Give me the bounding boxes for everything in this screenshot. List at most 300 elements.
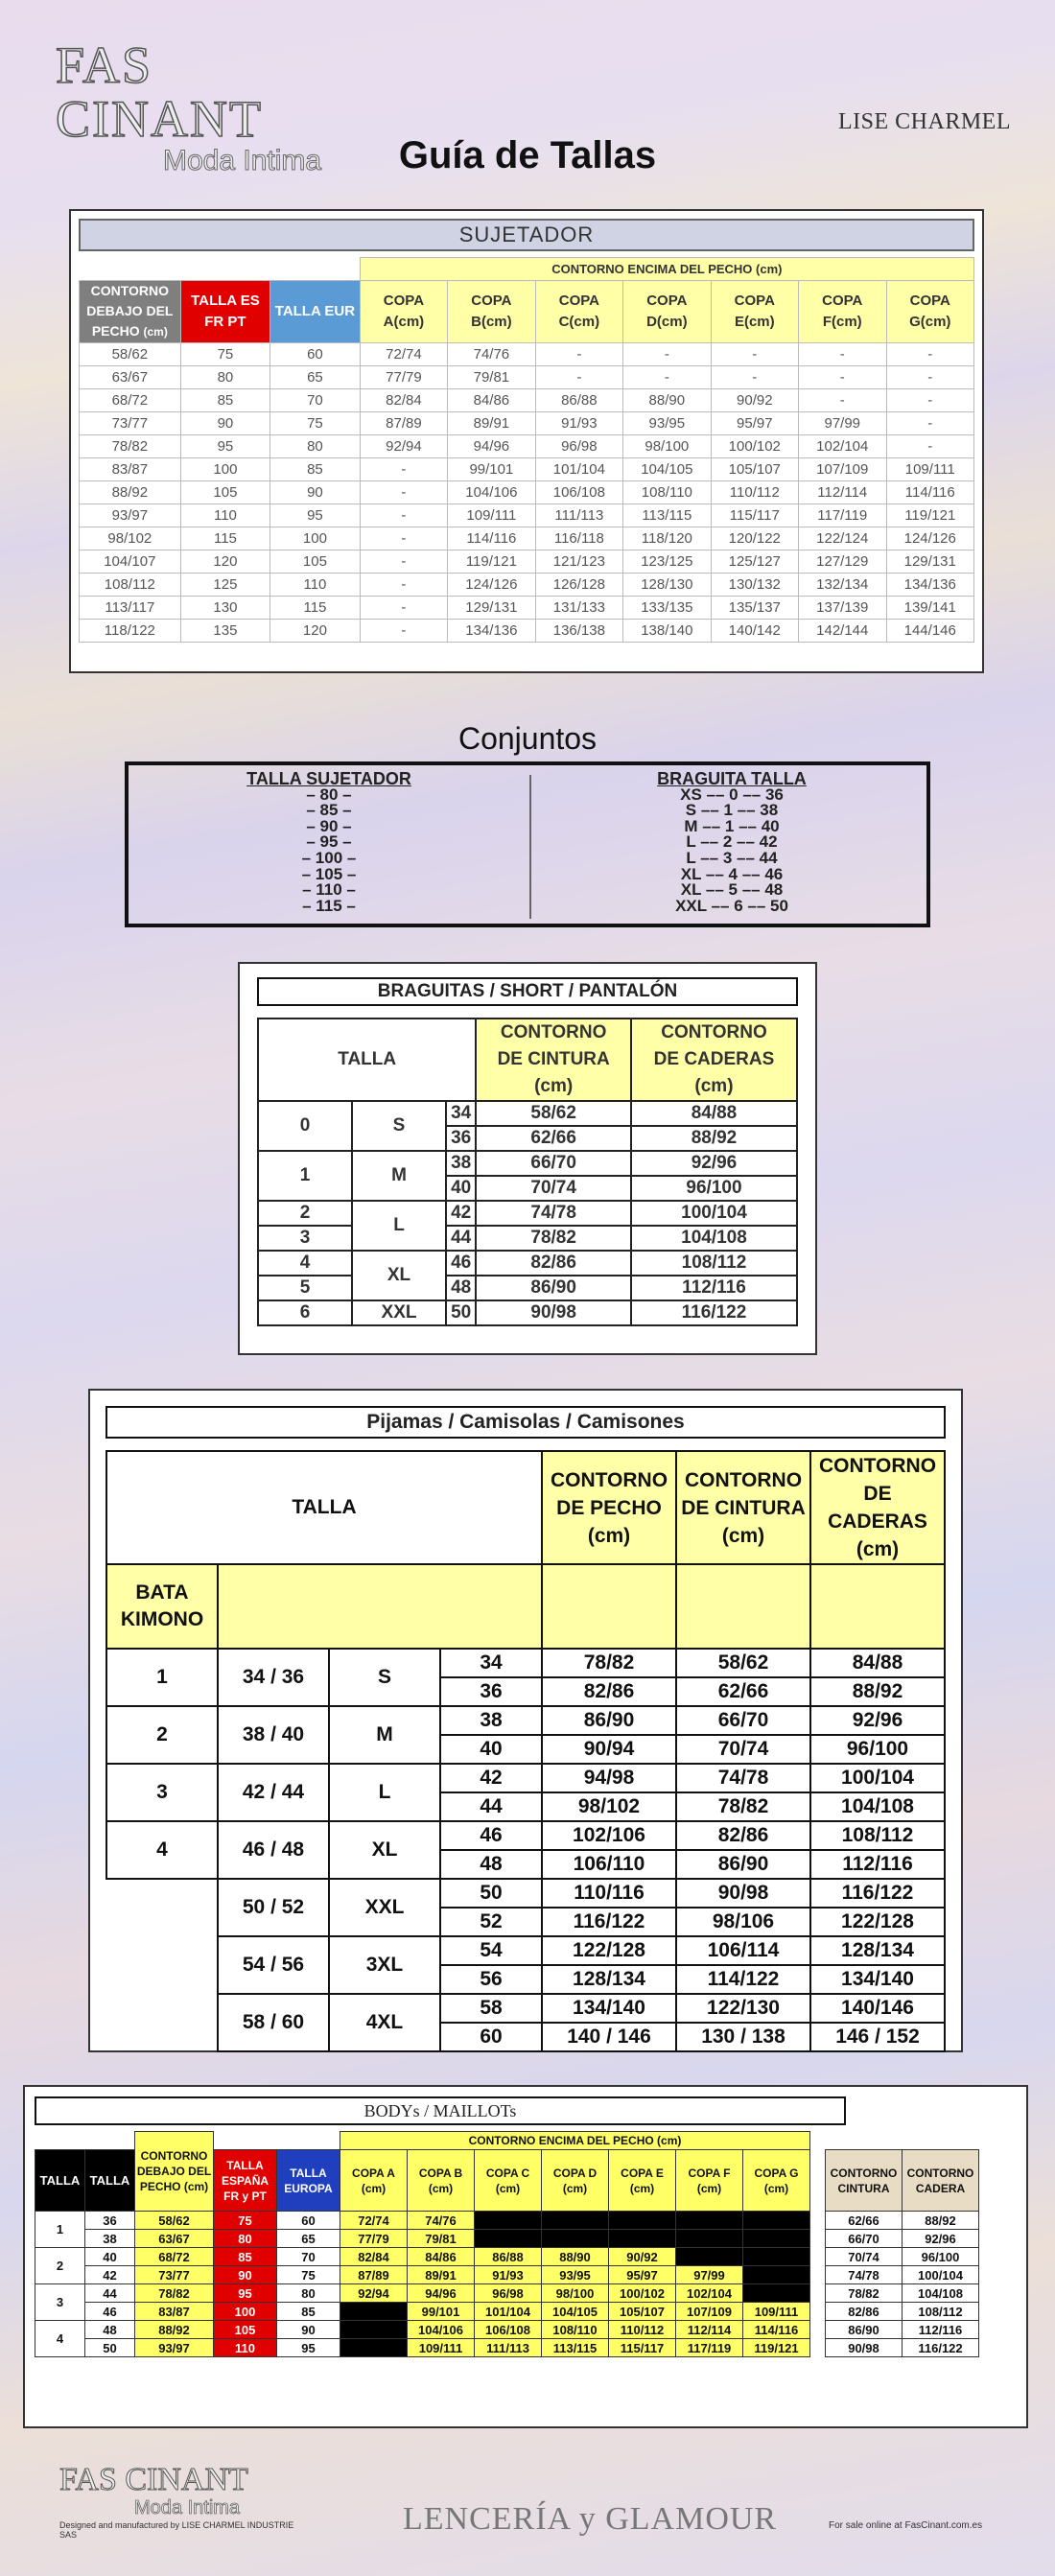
table-cell: 88/90 xyxy=(623,389,711,412)
table-cell: - xyxy=(360,597,447,620)
table-cell: 107/109 xyxy=(676,2303,743,2321)
bata-value xyxy=(106,1994,218,2051)
pecho-value: 82/86 xyxy=(542,1677,676,1706)
table-cell: 82/84 xyxy=(340,2248,408,2266)
brand-name: LISE CHARMEL xyxy=(838,109,1011,134)
list-item: – 110 – xyxy=(302,880,356,900)
caderas-value: 116/122 xyxy=(810,1879,945,1908)
table-cell: 78/82 xyxy=(80,435,181,458)
table-cell: 88/90 xyxy=(542,2248,609,2266)
table-cell: - xyxy=(711,366,798,389)
table-cell: 104/107 xyxy=(80,550,181,574)
table-cell: 95 xyxy=(270,504,361,527)
caderas-value: 88/92 xyxy=(631,1126,797,1151)
table-cell xyxy=(340,2339,408,2357)
braguitas-panel xyxy=(238,962,817,1355)
blank-yellow xyxy=(676,1564,810,1649)
talla-eu: 34 xyxy=(440,1649,542,1677)
talla-eu: 48 xyxy=(440,1850,542,1879)
table-row xyxy=(80,504,974,527)
table-cell: 68/72 xyxy=(80,389,181,412)
table-cell: 105 xyxy=(180,481,270,504)
braguitas-table xyxy=(257,1018,798,1326)
table-cell xyxy=(676,2248,743,2266)
bata-value xyxy=(106,1936,218,1994)
table-cell: 93/95 xyxy=(542,2266,609,2284)
list-item: XS –– 0 –– 36 xyxy=(680,785,784,804)
table-cell: 88/92 xyxy=(80,481,181,504)
table-cell: 90 xyxy=(214,2266,277,2284)
table-cell xyxy=(609,2230,676,2248)
talla-pair: 50 / 52 xyxy=(218,1879,329,1936)
caderas-value: 112/116 xyxy=(631,1276,797,1300)
list-item: – 95 – xyxy=(306,832,352,852)
list-item: XL –– 4 –– 46 xyxy=(680,864,784,883)
table-cell: 109/111 xyxy=(886,458,974,481)
table-cell: 98/100 xyxy=(623,435,711,458)
table-cell: 116/118 xyxy=(535,527,622,550)
table-cell: 114/116 xyxy=(743,2321,810,2339)
cup-header xyxy=(711,281,798,343)
table-cell: 74/76 xyxy=(408,2212,475,2230)
talla-eu: 44 xyxy=(446,1226,476,1251)
table-cell xyxy=(340,2303,408,2321)
pijamas-title: Pijamas / Camisolas / Camisones xyxy=(106,1406,946,1439)
pijamas-panel xyxy=(88,1389,963,2052)
table-cell: 111/113 xyxy=(475,2339,542,2357)
table-cell: 113/115 xyxy=(542,2339,609,2357)
table-cell xyxy=(475,2212,542,2230)
cintura-value: 66/70 xyxy=(676,1706,810,1735)
talla-eu: 40 xyxy=(440,1735,542,1764)
cintura-value: 114/122 xyxy=(676,1965,810,1994)
cintura-h3: (cm) xyxy=(534,1076,574,1096)
talla-eur-header: TALLA EUROPA xyxy=(277,2150,340,2212)
talla-eu: 36 xyxy=(85,2212,135,2230)
table-cell: 144/146 xyxy=(886,620,974,643)
table-cell: 136/138 xyxy=(535,620,622,643)
pecho-header xyxy=(542,1451,676,1564)
table-cell: 110/112 xyxy=(609,2321,676,2339)
talla-eu: 58 xyxy=(440,1994,542,2023)
table-cell: 118/120 xyxy=(623,527,711,550)
caderas-value: 116/122 xyxy=(631,1300,797,1325)
page-title: Guía de Tallas xyxy=(398,134,657,176)
table-cell: 89/91 xyxy=(448,412,535,435)
table-cell: 100 xyxy=(180,458,270,481)
cadera-value: 92/96 xyxy=(903,2230,979,2248)
talla-header: TALLA xyxy=(85,2150,135,2212)
table-row xyxy=(258,1251,797,1276)
braguitas-title: BRAGUITAS / SHORT / PANTALÓN xyxy=(257,977,798,1006)
talla-eu: 50 xyxy=(446,1300,476,1325)
cintura-value: 82/86 xyxy=(476,1251,631,1276)
table-cell: 90 xyxy=(270,481,361,504)
talla-num: 4 xyxy=(35,2321,85,2357)
pecho-value: 140 / 146 xyxy=(542,2023,676,2051)
talla-pair: 34 / 36 xyxy=(218,1649,329,1706)
table-row xyxy=(258,1276,797,1300)
talla-eu: 48 xyxy=(85,2321,135,2339)
cintura-header xyxy=(676,1451,810,1564)
table-cell: 91/93 xyxy=(535,412,622,435)
conjuntos-title: Conjuntos xyxy=(457,721,598,756)
cintura-value: 78/82 xyxy=(676,1792,810,1821)
list-item: – 80 – xyxy=(306,785,352,804)
blank-cell xyxy=(810,2150,826,2212)
cintura-value: 66/70 xyxy=(826,2230,903,2248)
table-cell: 129/131 xyxy=(448,597,535,620)
talla-eu: 40 xyxy=(85,2248,135,2266)
cup-header xyxy=(799,281,886,343)
table-cell: - xyxy=(886,435,974,458)
table-cell: 134/136 xyxy=(886,574,974,597)
caderas-value: 100/104 xyxy=(810,1764,945,1792)
pecho-value: 122/128 xyxy=(542,1936,676,1965)
conjuntos-panel xyxy=(125,761,930,927)
list-item: – 115 – xyxy=(302,896,356,915)
table-cell: 118/122 xyxy=(80,620,181,643)
table-row xyxy=(80,574,974,597)
blank-cell xyxy=(810,2339,826,2357)
contorno-header xyxy=(80,281,181,343)
cintura-h1: CONTORNO xyxy=(684,1468,803,1491)
table-cell: 109/111 xyxy=(448,504,535,527)
table-cell: 137/139 xyxy=(799,597,886,620)
table-cell: 112/114 xyxy=(799,481,886,504)
table-cell: - xyxy=(535,366,622,389)
table-cell: 75 xyxy=(180,343,270,366)
table-cell: 98/100 xyxy=(542,2284,609,2303)
caderas-header xyxy=(631,1019,797,1101)
table-cell: - xyxy=(360,620,447,643)
list-item: XXL –– 6 –– 50 xyxy=(675,896,788,915)
table-cell: 65 xyxy=(277,2230,340,2248)
cadera-value: 116/122 xyxy=(903,2339,979,2357)
cup-header xyxy=(886,281,974,343)
cintura-h3: (cm) xyxy=(721,1524,765,1547)
pecho-value: 98/102 xyxy=(542,1792,676,1821)
cintura-value: 66/70 xyxy=(476,1151,631,1176)
table-cell: 111/113 xyxy=(535,504,622,527)
caderas-h1: CONTORNO xyxy=(818,1455,937,1477)
list-item: – 105 – xyxy=(301,864,357,883)
table-cell: 124/126 xyxy=(886,527,974,550)
table-row xyxy=(80,366,974,389)
table-cell: 65 xyxy=(270,366,361,389)
cadera-value: 96/100 xyxy=(903,2248,979,2266)
table-cell: - xyxy=(623,343,711,366)
table-row xyxy=(80,620,974,643)
table-cell: - xyxy=(799,366,886,389)
caderas-value: 96/100 xyxy=(631,1176,797,1201)
talla-eu: 38 xyxy=(440,1706,542,1735)
table-row xyxy=(80,597,974,620)
table-cell: - xyxy=(886,412,974,435)
table-cell: 75 xyxy=(270,412,361,435)
talla-letter: S xyxy=(352,1101,446,1151)
caderas-h1: CONTORNO xyxy=(661,1022,767,1042)
talla-num: 3 xyxy=(35,2284,85,2321)
table-cell: 106/108 xyxy=(535,481,622,504)
footer-sale-link[interactable]: For sale online at FasCinant.com.es xyxy=(829,2520,983,2531)
cup-header xyxy=(535,281,622,343)
table-row xyxy=(258,1201,797,1226)
table-row xyxy=(35,2303,979,2321)
talla-eu: 46 xyxy=(85,2303,135,2321)
table-cell: 125 xyxy=(180,574,270,597)
sujetador-title: SUJETADOR xyxy=(79,219,974,251)
table-row xyxy=(106,1764,945,1792)
talla-num: 1 xyxy=(35,2212,85,2248)
talla-eu: 44 xyxy=(440,1792,542,1821)
table-cell: 60 xyxy=(270,343,361,366)
table-cell: 85 xyxy=(270,458,361,481)
list-item: M –– 1 –– 40 xyxy=(684,816,780,835)
table-cell: 58/62 xyxy=(135,2212,214,2230)
table-row xyxy=(80,550,974,574)
cintura-value: 86/90 xyxy=(826,2321,903,2339)
table-cell: 119/121 xyxy=(448,550,535,574)
cup-unit: G(cm) xyxy=(909,314,951,330)
table-cell: 114/116 xyxy=(886,481,974,504)
caderas-value: 134/140 xyxy=(810,1965,945,1994)
cintura-header xyxy=(476,1019,631,1101)
cintura-h2: DE CINTURA xyxy=(681,1496,806,1519)
caderas-value: 96/100 xyxy=(810,1735,945,1764)
blank-yellow xyxy=(810,1564,945,1649)
table-row xyxy=(106,1649,945,1677)
table-cell: 79/81 xyxy=(408,2230,475,2248)
talla-num: 5 xyxy=(258,1276,352,1300)
contorno-unit: (cm) xyxy=(143,325,168,339)
table-cell: 105 xyxy=(214,2321,277,2339)
table-cell: 124/126 xyxy=(448,574,535,597)
table-cell: 88/92 xyxy=(135,2321,214,2339)
table-cell: 85 xyxy=(180,389,270,412)
list-item: – 85 – xyxy=(306,801,352,820)
cup-header: COPA A (cm) xyxy=(340,2150,408,2212)
table-cell: 77/79 xyxy=(360,366,447,389)
table-cell: - xyxy=(711,343,798,366)
table-cell: 108/112 xyxy=(80,574,181,597)
table-cell: 95/97 xyxy=(711,412,798,435)
table-cell: 110 xyxy=(270,574,361,597)
cintura-value: 74/78 xyxy=(676,1764,810,1792)
cintura-value: 90/98 xyxy=(826,2339,903,2357)
cup-header: COPA G (cm) xyxy=(743,2150,810,2212)
conjuntos-right-header: BRAGUITA TALLA xyxy=(657,769,807,788)
table-cell: 86/88 xyxy=(475,2248,542,2266)
cup-header: COPA B (cm) xyxy=(408,2150,475,2212)
table-cell: 115 xyxy=(180,527,270,550)
blank-cell xyxy=(35,2132,135,2150)
table-row xyxy=(80,412,974,435)
table-cell: 117/119 xyxy=(799,504,886,527)
table-cell: 63/67 xyxy=(80,366,181,389)
table-cell: 138/140 xyxy=(623,620,711,643)
table-cell: 85 xyxy=(277,2303,340,2321)
table-cell: 84/86 xyxy=(408,2248,475,2266)
table-cell: 100/102 xyxy=(711,435,798,458)
pecho-value: 110/116 xyxy=(542,1879,676,1908)
table-cell xyxy=(743,2212,810,2230)
cadera-value: 104/108 xyxy=(903,2284,979,2303)
bata-value: 2 xyxy=(106,1706,218,1764)
table-row xyxy=(35,2248,979,2266)
talla-eu: 40 xyxy=(446,1176,476,1201)
table-cell: 120/122 xyxy=(711,527,798,550)
bodys-table xyxy=(35,2131,979,2357)
table-cell: 115 xyxy=(270,597,361,620)
pecho-value: 134/140 xyxy=(542,1994,676,2023)
talla-eu: 38 xyxy=(446,1151,476,1176)
table-cell xyxy=(609,2212,676,2230)
table-cell: 93/97 xyxy=(80,504,181,527)
table-cell: 135/137 xyxy=(711,597,798,620)
cadera-header: CONTORNO CADERA xyxy=(903,2150,979,2212)
table-cell: - xyxy=(623,366,711,389)
table-cell: 90/92 xyxy=(711,389,798,412)
cup-header xyxy=(448,281,535,343)
caderas-value: 128/134 xyxy=(810,1936,945,1965)
cup-header xyxy=(360,281,447,343)
table-cell: 92/94 xyxy=(360,435,447,458)
pecho-h3: (cm) xyxy=(587,1524,631,1547)
cintura-value: 70/74 xyxy=(476,1176,631,1201)
table-cell: 60 xyxy=(277,2212,340,2230)
list-item: XL –– 5 –– 48 xyxy=(680,880,784,900)
cup-label: COPA xyxy=(471,293,512,309)
blank-cell xyxy=(214,2132,340,2150)
caderas-value: 88/92 xyxy=(810,1677,945,1706)
pecho-value: 78/82 xyxy=(542,1649,676,1677)
footer-logo xyxy=(59,2463,309,2540)
table-cell: 134/136 xyxy=(448,620,535,643)
footer-logo-main: FAS CINANT xyxy=(59,2462,248,2497)
contorno-label: CONTORNO DEBAJO DEL PECHO xyxy=(86,283,174,339)
bata-value: 4 xyxy=(106,1821,218,1879)
table-cell: 131/133 xyxy=(535,597,622,620)
talla-eu: 54 xyxy=(440,1936,542,1965)
table-cell: 133/135 xyxy=(623,597,711,620)
caderas-value: 146 / 152 xyxy=(810,2023,945,2051)
table-cell: 135 xyxy=(180,620,270,643)
pecho-h2: DE PECHO xyxy=(556,1496,662,1519)
table-row xyxy=(258,1226,797,1251)
caderas-value: 108/112 xyxy=(810,1821,945,1850)
cintura-value: 130 / 138 xyxy=(676,2023,810,2051)
table-cell: 70 xyxy=(277,2248,340,2266)
table-cell: 95 xyxy=(214,2284,277,2303)
talla-letter: XL xyxy=(352,1251,446,1300)
table-cell xyxy=(676,2230,743,2248)
table-cell: 80 xyxy=(270,435,361,458)
conjuntos-right xyxy=(531,765,932,914)
cup-unit: D(cm) xyxy=(646,314,688,330)
talla-size: M xyxy=(329,1706,440,1764)
bodys-panel xyxy=(23,2085,1028,2428)
table-cell: 122/124 xyxy=(799,527,886,550)
table-cell: 87/89 xyxy=(340,2266,408,2284)
table-cell: 93/95 xyxy=(623,412,711,435)
table-cell: 97/99 xyxy=(799,412,886,435)
table-cell: 105 xyxy=(270,550,361,574)
table-row xyxy=(106,1936,945,1965)
table-cell: 105/107 xyxy=(609,2303,676,2321)
table-cell: 132/134 xyxy=(799,574,886,597)
caderas-header xyxy=(810,1451,945,1564)
talla-eu: 38 xyxy=(85,2230,135,2248)
table-cell: - xyxy=(886,343,974,366)
table-cell xyxy=(676,2212,743,2230)
table-row xyxy=(80,389,974,412)
talla-eu: 46 xyxy=(446,1251,476,1276)
bata-header: BATA KIMONO xyxy=(106,1564,218,1649)
group-header: CONTORNO ENCIMA DEL PECHO (cm) xyxy=(340,2132,810,2150)
table-cell: 127/129 xyxy=(799,550,886,574)
pecho-value: 102/106 xyxy=(542,1821,676,1850)
talla-eur-header: TALLA EUR xyxy=(270,281,361,343)
table-cell: - xyxy=(360,527,447,550)
cintura-value: 78/82 xyxy=(476,1226,631,1251)
blank-cell xyxy=(810,2132,826,2150)
cup-label: COPA xyxy=(909,293,950,309)
cup-label: COPA xyxy=(734,293,775,309)
sujetador-panel xyxy=(69,209,984,673)
table-row xyxy=(35,2321,979,2339)
caderas-value: 100/104 xyxy=(631,1201,797,1226)
table-row xyxy=(258,1300,797,1325)
talla-num: 1 xyxy=(258,1151,352,1201)
blank-cell xyxy=(810,2321,826,2339)
table-cell: 82/84 xyxy=(360,389,447,412)
cintura-value: 122/130 xyxy=(676,1994,810,2023)
table-cell: 110 xyxy=(180,504,270,527)
table-cell: 84/86 xyxy=(448,389,535,412)
talla-letter: XXL xyxy=(352,1300,446,1325)
table-cell: 102/104 xyxy=(799,435,886,458)
pecho-h1: CONTORNO xyxy=(550,1468,668,1491)
table-cell: 101/104 xyxy=(535,458,622,481)
list-item: – 90 – xyxy=(306,816,352,835)
table-cell: 114/116 xyxy=(448,527,535,550)
table-row xyxy=(80,481,974,504)
table-cell: 128/130 xyxy=(623,574,711,597)
talla-eu: 44 xyxy=(85,2284,135,2303)
talla-eu: 48 xyxy=(446,1276,476,1300)
table-row xyxy=(80,458,974,481)
cintura-value: 74/78 xyxy=(826,2266,903,2284)
table-cell: 117/119 xyxy=(676,2339,743,2357)
table-cell: - xyxy=(360,481,447,504)
pecho-value: 116/122 xyxy=(542,1908,676,1936)
talla-size: XL xyxy=(329,1821,440,1879)
talla-num: 3 xyxy=(258,1226,352,1251)
cintura-value: 58/62 xyxy=(676,1649,810,1677)
cup-label: COPA xyxy=(646,293,688,309)
table-cell: 95/97 xyxy=(609,2266,676,2284)
pecho-value: 86/90 xyxy=(542,1706,676,1735)
table-row xyxy=(80,343,974,366)
table-cell: 113/115 xyxy=(623,504,711,527)
table-row xyxy=(80,435,974,458)
table-cell: 93/97 xyxy=(135,2339,214,2357)
talla-size: 4XL xyxy=(329,1994,440,2051)
talla-size: XXL xyxy=(329,1879,440,1936)
talla-size: L xyxy=(329,1764,440,1821)
blank-cell xyxy=(810,2284,826,2303)
